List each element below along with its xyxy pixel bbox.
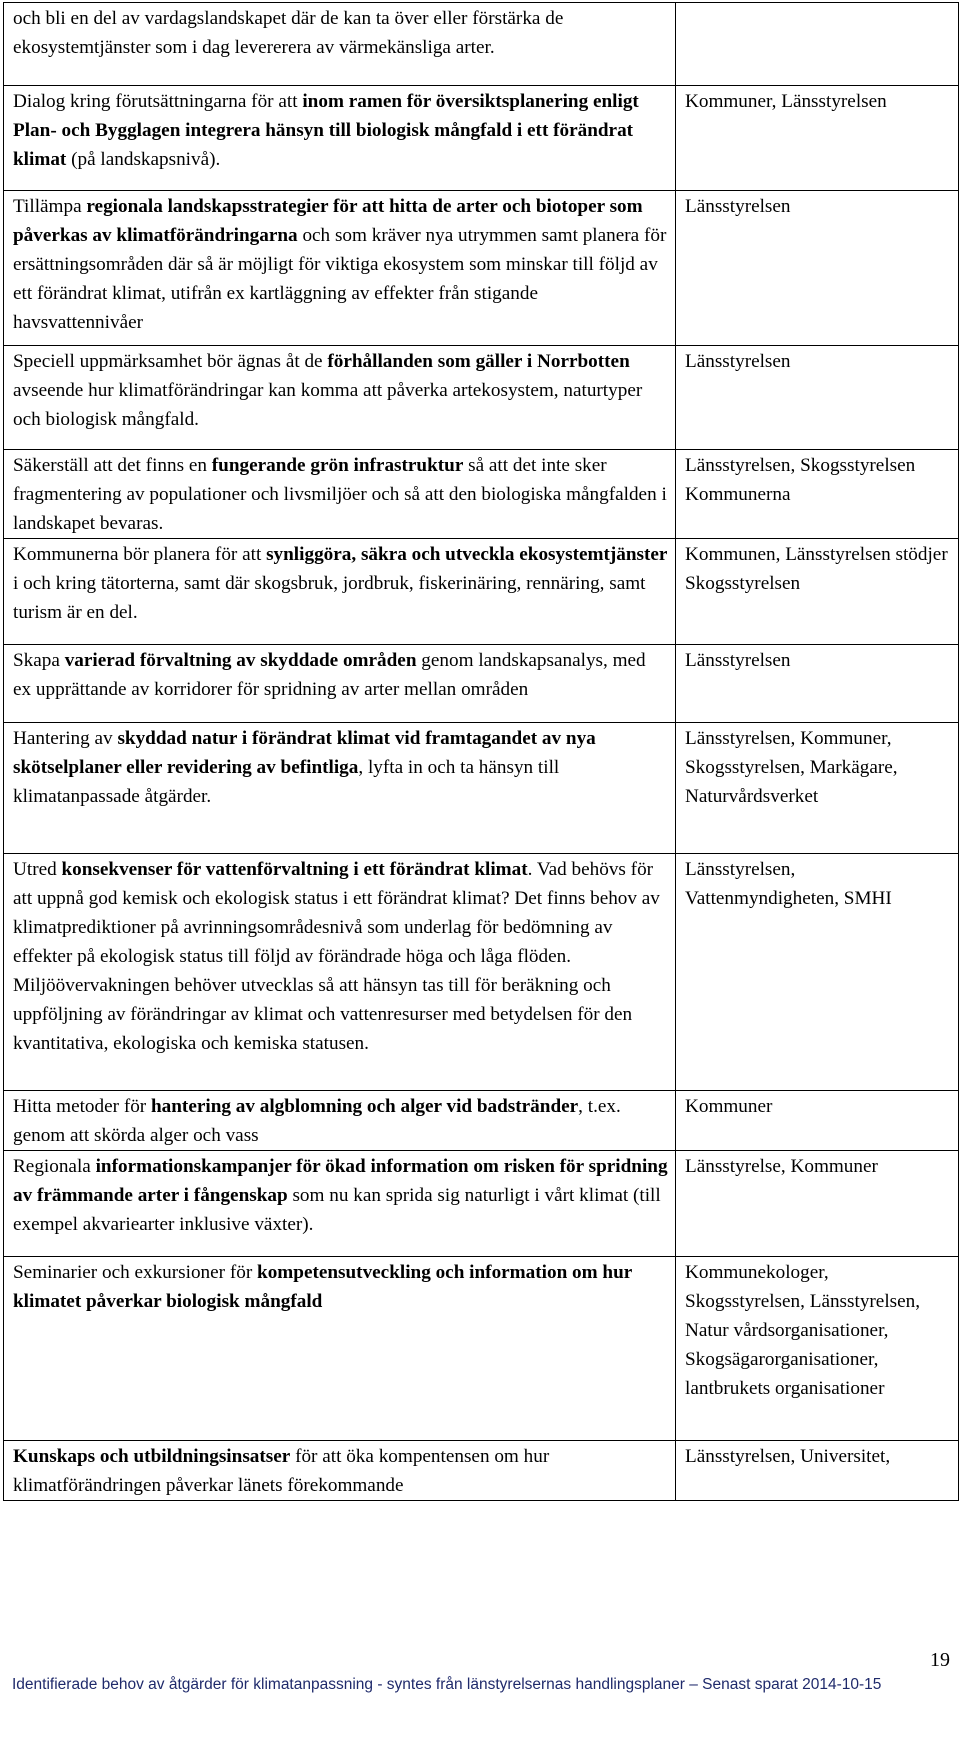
table-row [4, 1257, 959, 1441]
measure-text: . Vad behövs för att uppnå god kemisk och ekologisk status i ett förändrat klimat? Det finns behov av klimatprediktioner på avrinningsområdesnivå som underlag för bedömning av effekter på ekologisk status till följd av förändrade höga och låga flöden. Miljöövervakningen behöver utvecklas så att hänsyn tas till för beräkning och uppföljning av förändringar av klimat och vattenresurser med betydelsen för den kvantitativa, ekologiska och kemiska statusen. [13, 859, 660, 1054]
measure-text: Skapa [13, 650, 65, 671]
measure-text: Regionala [13, 1156, 96, 1177]
measure-text: Säkerställ att det finns en [13, 455, 212, 476]
actors-cell: Länsstyrelsen, Kommuner, Skogsstyrelsen, Markägare, Naturvårdsverket [676, 723, 959, 854]
measures-table-body [4, 3, 959, 1501]
actors-cell: Länsstyrelsen, Universitet, [676, 1441, 959, 1501]
page-number: 19 [930, 1649, 950, 1671]
table-row [4, 1091, 959, 1151]
measure-cell [4, 450, 676, 539]
measure-emphasis: kompetensutveckling och information om hur klimatet påverkar biologisk mångfald [13, 1262, 632, 1312]
actors-cell: Länsstyrelse, Kommuner [676, 1151, 959, 1257]
measure-cell [4, 854, 676, 1091]
table-row [4, 3, 959, 86]
measure-cell [4, 1151, 676, 1257]
table-row [4, 346, 959, 450]
measure-cell [4, 3, 676, 86]
actors-cell: Kommunekologer, Skogsstyrelsen, Länsstyrelsen, Natur vårdsorganisationer, Skogsägarorganisationer, lantbrukets organisationer [676, 1257, 959, 1441]
table-row [4, 191, 959, 346]
measure-text: Hantering av [13, 728, 118, 749]
measure-cell [4, 723, 676, 854]
measure-emphasis: konsekvenser för vattenförvaltning i ett förändrat klimat [61, 859, 528, 880]
measure-text: för att öka kompentensen om hur klimatförändringen påverkar länets förekommande [13, 1446, 550, 1496]
measure-emphasis: Kunskaps och utbildningsinsatser [13, 1446, 291, 1467]
measure-text: och som kräver nya utrymmen samt planera för ersättningsområden där så är möjligt för viktiga ekosystem som minskar till följd av ett förändrat klimat, utifrån ex kartläggning av effekter från stigande havsvattennivåer [13, 225, 667, 333]
actors-cell: Länsstyrelsen, Vattenmyndigheten, SMHI [676, 854, 959, 1091]
measure-text: Kommunerna bör planera för att [13, 544, 267, 565]
actors-cell: Kommuner [676, 1091, 959, 1151]
measure-emphasis: informationskampanjer för ökad information om risken för spridning av främmande arter i fångenskap [13, 1156, 668, 1206]
measure-text: Utred [13, 859, 62, 880]
measure-text: , lyfta in och ta hänsyn till klimatanpassade åtgärder. [13, 757, 560, 807]
measure-emphasis: förhållanden som gäller i Norrbotten [327, 351, 630, 372]
actors-cell: Länsstyrelsen, Skogsstyrelsen Kommunerna [676, 450, 959, 539]
measures-table [3, 2, 959, 1501]
measure-cell [4, 346, 676, 450]
actors-cell [676, 3, 959, 86]
measure-emphasis: varierad förvaltning av skyddade områden [64, 650, 417, 671]
measure-text: och bli en del av vardagslandskapet där de kan ta över eller förstärka de ekosystemtjänster som i dag levererera av värmekänsliga arter. [13, 8, 564, 58]
measure-text: Hitta metoder för [13, 1096, 151, 1117]
measure-emphasis: hantering av algblomning och alger vid badstränder [151, 1096, 579, 1117]
table-row [4, 450, 959, 539]
actors-cell: Länsstyrelsen [676, 191, 959, 346]
table-row [4, 854, 959, 1091]
measure-emphasis: inom ramen för översiktsplanering enligt Plan- och Bygglagen integrera hänsyn till biologisk mångfald i ett förändrat klimat [13, 91, 639, 170]
measure-text: som nu kan sprida sig naturligt i vårt klimat (till exempel akvariearter inklusive växter). [13, 1185, 661, 1235]
measure-text: (på landskapsnivå). [66, 149, 221, 170]
measure-text: genom landskapsanalys, med ex upprättande av korridorer för spridning av arter mellan områden [13, 650, 646, 700]
measure-text: avseende hur klimatförändringar kan komma att påverka artekosystem, naturtyper och biologisk mångfald. [13, 380, 643, 430]
measure-text: , t.ex. genom att skörda alger och vass [13, 1096, 621, 1146]
measure-cell [4, 1091, 676, 1151]
actors-cell: Länsstyrelsen [676, 645, 959, 723]
measure-cell [4, 1441, 676, 1501]
table-row [4, 645, 959, 723]
table-row [4, 1151, 959, 1257]
measure-text: i och kring tätorterna, samt där skogsbruk, jordbruk, fiskerinäring, rennäring, samt turism är en del. [13, 573, 646, 623]
measure-cell [4, 645, 676, 723]
measure-emphasis: regionala landskapsstrategier för att hitta de arter och biotoper som påverkas av klimatförändringarna [13, 196, 643, 246]
measure-cell [4, 86, 676, 191]
measure-text: Speciell uppmärksamhet bör ägnas åt de [13, 351, 328, 372]
table-row [4, 539, 959, 645]
measure-emphasis: fungerande grön infrastruktur [211, 455, 464, 476]
actors-cell: Länsstyrelsen [676, 346, 959, 450]
page-footer: Identifierade behov av åtgärder för klimatanpassning - syntes från länstyrelsernas handlingsplaner – Senast sparat 2014-10-15 [12, 1676, 882, 1693]
table-row [4, 723, 959, 854]
measure-cell [4, 191, 676, 346]
actors-cell: Kommuner, Länsstyrelsen [676, 86, 959, 191]
measure-text: så att det inte sker fragmentering av populationer och livsmiljöer och så att den biologiska mångfalden i landskapet bevaras. [13, 455, 667, 534]
actors-cell: Kommunen, Länsstyrelsen stödjer Skogsstyrelsen [676, 539, 959, 645]
measure-text: Dialog kring förutsättningarna för att [13, 91, 303, 112]
measure-emphasis: skyddad natur i förändrat klimat vid framtagandet av nya skötselplaner eller revidering av befintliga [13, 728, 596, 778]
table-row [4, 1441, 959, 1501]
measure-cell [4, 1257, 676, 1441]
measure-cell [4, 539, 676, 645]
measure-text: Tillämpa [13, 196, 87, 217]
measure-emphasis: synliggöra, säkra och utveckla ekosystemtjänster [266, 544, 668, 565]
measure-text: Seminarier och exkursioner för [13, 1262, 258, 1283]
table-row [4, 86, 959, 191]
